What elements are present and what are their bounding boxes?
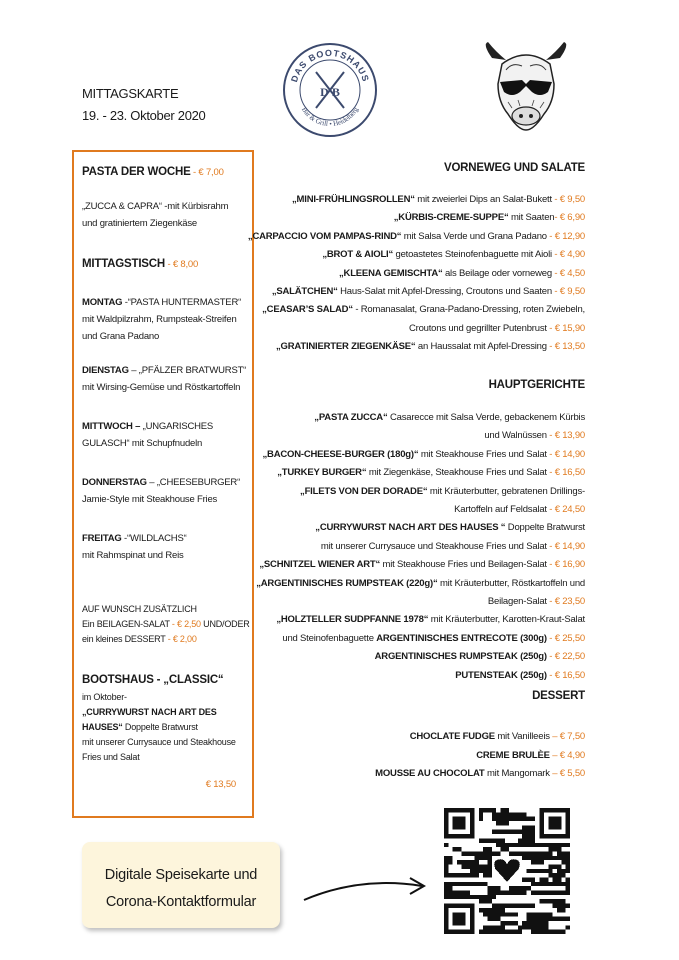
menu-item-desc: mit Steakhouse Fries und Salat xyxy=(418,448,547,460)
menu-item-price: - € 24,50 xyxy=(546,504,585,515)
menu-item-price: - € 16,90 xyxy=(546,559,585,571)
mains-title: HAUPTGERICHTE xyxy=(488,379,585,391)
extras-note: AUF WUNSCH ZUSÄTZLICH Ein BEILAGEN-SALAT - € 2,50 UND/ODER ein kleines DESSERT - € 2,00 xyxy=(82,604,250,644)
menu-item-price: - € 4,90 xyxy=(551,249,585,261)
thursday-item: DONNERSTAG – „CHEESEBURGER“ Jamie-Style mit Steakhouse Fries xyxy=(82,477,241,505)
menu-item-price: - € 13,50 xyxy=(546,341,585,353)
menu-item-name: MOUSSE AU CHOCOLAT xyxy=(375,768,485,779)
menu-item-name: „GRATINIERTER ZIEGENKÄSE“ xyxy=(275,341,416,353)
menu-item-price: - € 25,50 xyxy=(546,632,585,644)
menu-item-price: - € 13,90 xyxy=(546,430,585,442)
monday-item: MONTAG -“PASTA HUNTERMASTER“ mit Waldpilzrahm, Rumpsteak-Streifen und Grana Padano xyxy=(82,297,242,342)
menu-item-price: - € 9,50 xyxy=(551,286,585,297)
pasta-heading: PASTA DER WOCHE - € 7,00 xyxy=(82,166,224,178)
menu-item-row xyxy=(484,430,585,441)
menu-item-price: - € 22,50 xyxy=(546,651,585,663)
menu-item-price: - € 14,90 xyxy=(546,448,585,460)
qr-code-icon[interactable] xyxy=(440,808,574,934)
mittagstisch-heading: MITTAGSTISCH - € 8,00 xyxy=(82,258,199,270)
bootshaus-logo-icon xyxy=(282,42,378,138)
menu-item-desc: Croutons und gegrillter Putenbrust xyxy=(408,322,547,334)
menu-item-name: „KÜRBIS-CREME-SUPPE“ xyxy=(393,212,509,224)
digital-menu-box xyxy=(82,842,280,928)
menu-item-row xyxy=(315,522,585,533)
menu-item-row xyxy=(248,231,585,242)
menu-item-desc: mit Kräuterbutter, Röstkartoffeln und xyxy=(437,577,585,589)
bull-sunglasses-icon xyxy=(482,40,570,132)
pasta-description: „ZUCCA & CAPRA“ -mit Kürbisrahm und gratiniertem Ziegenkäse xyxy=(82,201,229,229)
menu-item-price: - € 14,90 xyxy=(546,540,585,552)
menu-title: MITTAGSKARTE xyxy=(82,86,179,101)
digital-line-1: Digitale Speisekarte und xyxy=(104,867,258,883)
logo-top-text: DAS BOOTSHAUS xyxy=(288,47,372,84)
menu-item-name: CHOCLATE FUDGE xyxy=(409,731,495,742)
menu-item-price: - € 4,50 xyxy=(551,267,585,279)
menu-item-row xyxy=(375,768,585,779)
menu-item-desc: und Walnüssen xyxy=(484,430,547,442)
menu-item-row xyxy=(322,249,585,260)
menu-item-desc: mit unserer Currysauce und Steakhouse Fries und Salat xyxy=(320,540,547,552)
menu-item-price: – € 7,50 xyxy=(549,731,585,742)
menu-item-row xyxy=(300,486,585,497)
menu-item-price: - € 6,90 xyxy=(554,212,585,224)
menu-item-name: „CURRYWURST NACH ART DES HAUSES “ xyxy=(315,522,506,534)
menu-item-row xyxy=(259,559,585,570)
menu-item-name: ARGENTINISCHES ENTRECOTE (300g) xyxy=(376,632,547,644)
menu-item-desc: Beilagen-Salat xyxy=(487,596,547,607)
wednesday-item: MITTWOCH – „UNGARISCHES GULASCH“ mit Schupfnudeln xyxy=(82,421,214,449)
svg-text:Bar & Grill • Heidelberg xyxy=(300,105,360,128)
classic-price: € 13,50 xyxy=(205,779,236,790)
logo-bottom-text: Bar & Grill • Heidelberg xyxy=(299,105,361,129)
menu-item-desc: mit Ziegenkäse, Steakhouse Fries und Salat xyxy=(366,467,547,479)
menu-item-desc: Kartoffeln auf Feldsalat xyxy=(454,504,547,515)
menu-item-name: „ARGENTINISCHES RUMPSTEAK (220g)“ xyxy=(256,577,438,589)
menu-item-desc: mit Salsa Verde und Grana Padano xyxy=(401,230,547,242)
menu-item-name: CREME BRULÈE xyxy=(476,749,550,761)
menu-item-name: „KLEENA GEMISCHTA“ xyxy=(338,267,443,279)
menu-item-price: - € 15,90 xyxy=(546,322,585,334)
menu-item-desc: getoastetes Steinofenbaguette mit Aioli xyxy=(393,249,552,261)
menu-item-row xyxy=(321,541,585,552)
menu-item-name: „CARPACCIO VOM PAMPAS-RIND“ xyxy=(247,230,402,242)
menu-item-row xyxy=(276,614,585,625)
menu-item-desc: Casarecce mit Salsa Verde, gebackenem Kürbis xyxy=(387,412,585,423)
menu-item-name: PUTENSTEAK (250g) xyxy=(455,669,547,681)
menu-item-row xyxy=(276,341,585,352)
menu-item-desc: Doppelte Bratwurst xyxy=(505,522,585,534)
digital-line-2: Corona-Kontaktformular xyxy=(105,894,257,910)
menu-item-name: „FILETS VON DER DORADE“ xyxy=(300,485,428,497)
menu-item-row xyxy=(410,731,585,742)
menu-item-name: „MINI-FRÜHLINGSROLLEN“ xyxy=(292,194,415,205)
menu-item-name: „TURKEY BURGER“ xyxy=(277,467,367,479)
menu-item-row xyxy=(409,323,585,334)
menu-item-row xyxy=(272,286,585,297)
menu-item-name: ARGENTINISCHES RUMPSTEAK (250g) xyxy=(374,651,547,663)
menu-item-price: - € 9,50 xyxy=(551,194,585,205)
menu-item-row xyxy=(262,449,585,460)
menu-item-desc: Haus-Salat mit Apfel-Dressing, Croutons und Saaten xyxy=(337,286,552,297)
menu-item-desc: mit Saaten xyxy=(508,212,555,224)
menu-item-desc: an Haussalat mit Apfel-Dressing xyxy=(415,341,547,353)
menu-item-name: „SALÄTCHEN“ xyxy=(271,286,338,297)
menu-item-row xyxy=(277,467,585,478)
menu-item-name: „CEASAR’S SALAD“ xyxy=(262,304,353,316)
menu-item-price: - € 16,50 xyxy=(546,669,585,681)
menu-item-row xyxy=(314,412,585,423)
starters-title: VORNEWEG UND SALATE xyxy=(443,162,585,174)
friday-item: FREITAG -“WILDLACHS“ mit Rahmspinat und Reis xyxy=(82,533,187,561)
menu-item-row xyxy=(339,268,585,279)
menu-item-row xyxy=(476,750,585,761)
menu-item-row xyxy=(292,194,585,205)
menu-item-name: „SCHNITZEL WIENER ART“ xyxy=(259,559,381,571)
menu-item-price: - € 23,50 xyxy=(546,596,585,607)
menu-item-row xyxy=(256,578,585,589)
menu-item-price: - € 16,50 xyxy=(546,467,585,479)
menu-item-desc: mit zweierlei Dips an Salat-Bukett xyxy=(414,194,552,205)
menu-item-desc: mit Vanilleeis xyxy=(494,731,550,742)
menu-item-desc: mit Steakhouse Fries und Beilagen-Salat xyxy=(380,559,547,571)
menu-item-row xyxy=(455,670,585,681)
menu-item-price: – € 5,50 xyxy=(549,768,585,779)
menu-item-desc: und Steinofenbaguette xyxy=(282,632,377,644)
menu-item-desc: mit Kräuterbutter, Karotten-Kraut-Salat xyxy=(428,614,585,626)
menu-item-desc: als Beilage oder vorneweg xyxy=(442,267,552,279)
menu-item-row xyxy=(262,304,585,315)
tuesday-item: DIENSTAG – „PFÄLZER BRATWURST“ mit Wirsing-Gemüse und Röstkartoffeln xyxy=(82,365,247,393)
menu-item-row xyxy=(488,596,585,607)
logo-letters: D B xyxy=(320,85,340,99)
weekly-lunch-box xyxy=(72,150,254,818)
menu-item-name: „BROT & AIOLI“ xyxy=(322,249,394,261)
menu-item-price: – € 4,90 xyxy=(549,749,585,761)
arrow-right-icon xyxy=(300,866,430,906)
menu-item-row xyxy=(394,212,585,223)
menu-item-row xyxy=(282,633,585,644)
menu-item-name: „PASTA ZUCCA“ xyxy=(314,412,388,423)
menu-dates: 19. - 23. Oktober 2020 xyxy=(82,108,206,123)
classic-description: im Oktober- „CURRYWURST NACH ART DES HAUSES“ Doppelte Bratwurst mit unserer Currysauce und Steakhouse Fries und Salat xyxy=(82,692,236,762)
menu-item-price: - € 12,90 xyxy=(546,230,585,242)
dessert-title: DESSERT xyxy=(532,690,585,702)
menu-item-name: „BACON-CHEESE-BURGER (180g)“ xyxy=(262,448,419,460)
menu-item-desc: mit Mangomark xyxy=(484,768,550,779)
menu-item-name: „HOLZTELLER SUDPFANNE 1978“ xyxy=(276,614,429,626)
menu-item-desc: mit Kräuterbutter, gebratenen Drillings- xyxy=(427,485,585,497)
menu-item-desc: - Romanasalat, Grana-Padano-Dressing, roten Zwiebeln, xyxy=(352,304,585,316)
menu-item-row xyxy=(454,504,585,515)
classic-heading: BOOTSHAUS - „CLASSIC“ xyxy=(82,674,224,686)
menu-item-row xyxy=(375,651,585,662)
